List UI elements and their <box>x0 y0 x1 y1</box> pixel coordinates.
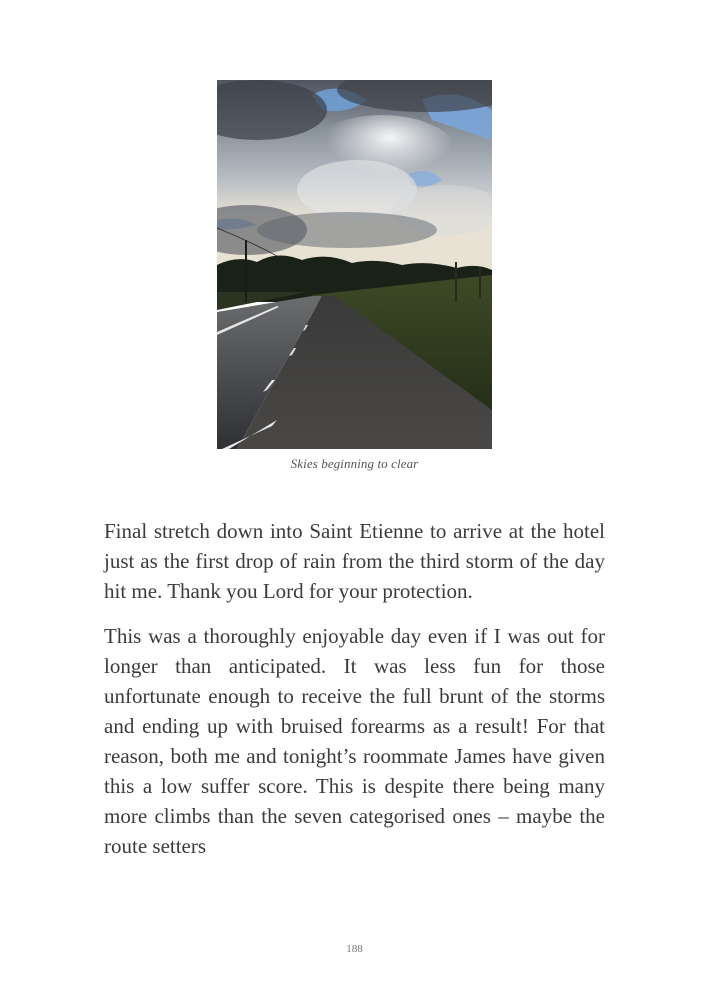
paragraph-2: This was a thoroughly enjoyable day even if I was out for longer than anticipated. It was less fun for those unfortunate enough to receive the full brunt of the storms and ending up with bruised forearms as a result! For that reason, both me and tonight’s roommate James have given this a low suffer score. This is despite there being many more climbs than the seven categorised ones – maybe the route setters <box>104 624 605 858</box>
body-text <box>104 516 605 876</box>
road-landscape-photo <box>217 80 492 449</box>
page-number: 188 <box>346 943 363 955</box>
figure-photo <box>217 80 492 449</box>
figure-caption: Skies beginning to clear <box>290 456 419 471</box>
paragraph-1: Final stretch down into Saint Etienne to arrive at the hotel just as the first drop of rain from the third storm of the day hit me. Thank you Lord for your protection. <box>104 519 605 603</box>
